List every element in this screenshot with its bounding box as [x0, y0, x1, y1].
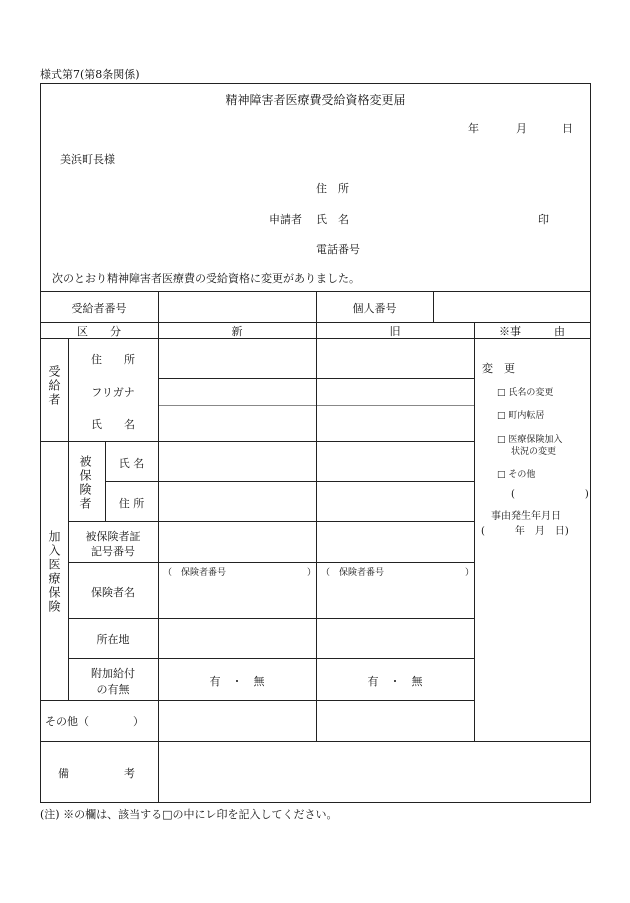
form-number: 様式第7(第8条関係) [40, 68, 140, 81]
reason-option-insurance-change[interactable]: □ 医療保険加入 [497, 435, 563, 445]
remarks-label: 備 考 [58, 767, 135, 780]
insured-name-label: 氏 名 [118, 457, 145, 470]
reason-option-other[interactable]: □ その他 [497, 470, 536, 480]
applicant-phone-label: 電話番号 [316, 243, 360, 256]
recipient-furigana-label: フリガナ [91, 386, 135, 399]
form-title: 精神障害者医療費受給資格変更届 [225, 93, 406, 107]
benefit-label-line2: の有無 [96, 683, 130, 696]
benefit-label-line1: 附加給付 [91, 667, 135, 680]
reason-occurred-date: ( 年 月 日) [481, 526, 569, 537]
reason-other-paren: ( ) [511, 489, 589, 500]
applicant-label: 申請者 [269, 213, 302, 226]
header-reason: ※事 由 [499, 325, 565, 338]
applicant-address-label: 住 所 [316, 182, 349, 195]
personal-number-label: 個人番号 [352, 302, 397, 315]
recipient-number-label: 受給者番号 [71, 302, 127, 315]
header-old: 旧 [389, 325, 401, 338]
applicant-name-label: 氏 名 [316, 213, 349, 226]
location-label: 所在地 [96, 633, 130, 646]
insurer-name-label: 保険者名 [91, 586, 135, 599]
other-label: その他（ ） [45, 715, 144, 728]
insurer-number-hint-new: （ 保険者番号 ） [163, 568, 317, 578]
reason-option-name-change[interactable]: □ 氏名の変更 [497, 388, 554, 398]
seal-mark: 印 [538, 213, 549, 226]
insured-address-label: 住 所 [118, 497, 145, 510]
reason-header: 変 更 [482, 362, 515, 375]
insured-section-label: 被保険者 [78, 455, 92, 511]
reason-option-moved[interactable]: □ 町内転居 [497, 411, 545, 421]
insurance-section-label: 加入医療保険 [47, 530, 61, 614]
benefit-choice-old[interactable]: 有 ・ 無 [367, 675, 423, 688]
date-month-label: 月 [516, 122, 527, 135]
statement: 次のとおり精神障害者医療費の受給資格に変更がありました。 [52, 272, 360, 285]
reason-occurred-label: 事由発生年月日 [491, 511, 561, 522]
insurer-number-hint-old: （ 保険者番号 ） [321, 568, 475, 578]
date-day-label: 日 [562, 122, 573, 135]
benefit-choice-new[interactable]: 有 ・ 無 [209, 675, 265, 688]
card-number-label-line1: 被保険者証 [85, 530, 141, 543]
addressee: 美浜町長様 [60, 153, 115, 166]
card-number-label-line2: 記号番号 [91, 545, 135, 558]
header-category: 区 分 [77, 325, 121, 338]
date-year-label: 年 [468, 122, 479, 135]
recipient-section-label: 受給者 [47, 365, 61, 407]
recipient-address-label: 住 所 [91, 353, 135, 366]
recipient-name-label: 氏 名 [91, 418, 135, 431]
reason-option-insurance-change-line2: 状況の変更 [511, 447, 557, 457]
footnote: (注) ※の欄は、該当する□の中にレ印を記入してください。 [40, 808, 338, 821]
header-new: 新 [231, 325, 243, 338]
